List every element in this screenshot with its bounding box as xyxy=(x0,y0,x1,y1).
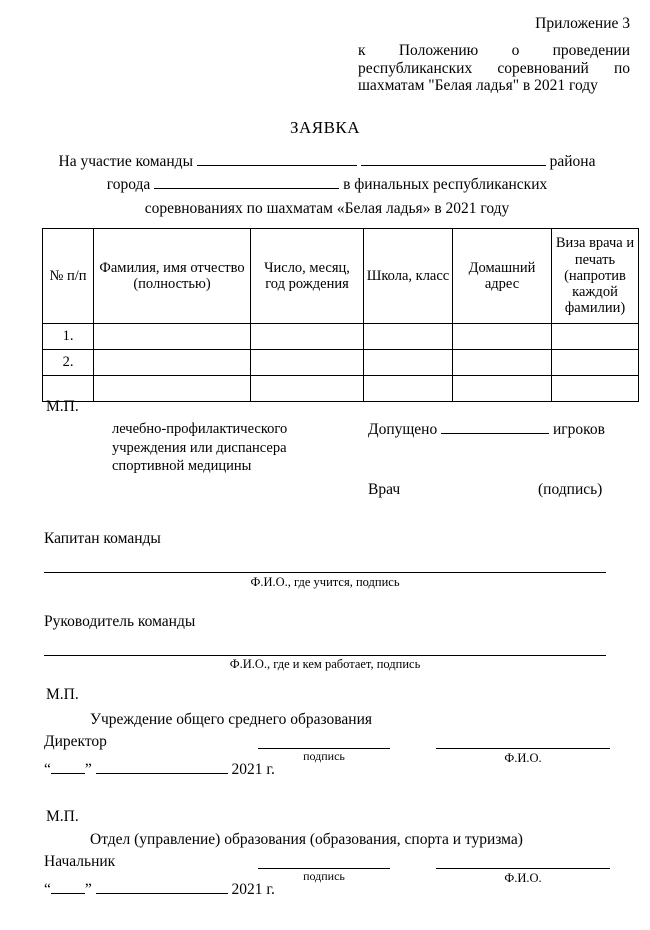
admitted-count-blank[interactable] xyxy=(441,433,549,434)
school-organization-label: Учреждение общего среднего образования xyxy=(90,711,372,728)
header-block xyxy=(358,14,630,95)
cell-fullname[interactable] xyxy=(94,350,251,376)
captain-label: Капитан команды xyxy=(44,530,161,547)
intro-city-label: города xyxy=(106,176,151,194)
intro-team-label: На участие команды xyxy=(58,153,193,170)
month-blank[interactable] xyxy=(96,893,228,894)
school-stamp-label: М.П. xyxy=(46,686,79,703)
table-row[interactable] xyxy=(43,324,639,350)
quote-open: “ xyxy=(44,761,51,778)
participants-table xyxy=(42,228,639,402)
team-name-blank[interactable] xyxy=(197,165,357,166)
director-signature-caption: подпись xyxy=(303,749,345,763)
cell-school[interactable] xyxy=(364,324,453,350)
intro-district-label: района xyxy=(549,153,596,170)
district-blank[interactable] xyxy=(361,165,546,166)
medical-stamp-label: М.П. xyxy=(46,398,79,415)
captain-signature-rule[interactable] xyxy=(44,572,606,573)
director-fio-caption: Ф.И.О. xyxy=(504,751,542,765)
quote-close: ” xyxy=(84,881,92,898)
chief-label: Начальник xyxy=(44,853,116,870)
director-label: Директор xyxy=(44,733,107,750)
month-blank[interactable] xyxy=(96,773,228,774)
admitted-row xyxy=(368,421,605,439)
intro-line-3: соревнованиях по шахматам «Белая ладья» в 2021 году xyxy=(144,199,510,217)
column-header-birthdate: Число, месяц, год рождения xyxy=(251,229,364,324)
school-date-line xyxy=(44,761,275,779)
year-label: 2021 г. xyxy=(231,881,275,898)
cell-fullname[interactable] xyxy=(94,376,251,402)
quote-close: ” xyxy=(84,761,92,778)
director-fio-rule[interactable] xyxy=(436,748,610,749)
intro-final-label: в финальных республиканских xyxy=(343,176,548,194)
cell-school[interactable] xyxy=(364,376,453,402)
quote-open: “ xyxy=(44,881,51,898)
table-header-row xyxy=(43,229,639,324)
cell-visa[interactable] xyxy=(552,350,639,376)
admitted-label: Допущено xyxy=(368,421,438,438)
cell-birthdate[interactable] xyxy=(251,350,364,376)
year-label: 2021 г. xyxy=(231,761,275,778)
players-label: игроков xyxy=(552,421,605,438)
appendix-number: Приложение 3 xyxy=(535,15,630,32)
cell-visa[interactable] xyxy=(552,324,639,350)
doctor-label: Врач xyxy=(368,481,401,498)
cell-fullname[interactable] xyxy=(94,324,251,350)
cell-school[interactable] xyxy=(364,350,453,376)
doctor-row xyxy=(368,481,603,499)
medical-institution-text: лечебно-профилактического учреждения или диспансера спортивной медицины xyxy=(112,421,288,475)
cell-index: 2. xyxy=(43,350,94,376)
table-row[interactable] xyxy=(43,350,639,376)
cell-birthdate[interactable] xyxy=(251,324,364,350)
column-header-address: Домашний адрес xyxy=(453,229,552,324)
department-date-line xyxy=(44,881,275,899)
column-header-visa: Виза врача и печать (напротив каждой фамилии) xyxy=(552,229,639,324)
column-header-fullname: Фамилия, имя отчество (полностью) xyxy=(94,229,251,324)
day-blank[interactable] xyxy=(51,773,85,774)
day-blank[interactable] xyxy=(51,893,85,894)
captain-signature-caption: Ф.И.О., где учится, подпись xyxy=(250,575,400,589)
intro-line-1 xyxy=(42,150,612,173)
cell-birthdate[interactable] xyxy=(251,376,364,402)
leader-label: Руководитель команды xyxy=(44,613,196,630)
cell-index: 1. xyxy=(43,324,94,350)
city-blank[interactable] xyxy=(154,188,339,189)
table-row[interactable] xyxy=(43,376,639,402)
cell-visa[interactable] xyxy=(552,376,639,402)
intro-line-2 xyxy=(42,173,612,196)
column-header-school: Школа, класс xyxy=(364,229,453,324)
leader-signature-caption: Ф.И.О., где и кем работает, подпись xyxy=(229,657,421,671)
cell-address[interactable] xyxy=(453,324,552,350)
cell-address[interactable] xyxy=(453,376,552,402)
page-title: ЗАЯВКА xyxy=(289,118,361,137)
column-header-number: № п/п xyxy=(43,229,94,324)
department-stamp-label: М.П. xyxy=(46,808,79,825)
cell-address[interactable] xyxy=(453,350,552,376)
department-organization-label: Отдел (управление) образования (образования, спорта и туризма) xyxy=(90,831,523,848)
leader-signature-rule[interactable] xyxy=(44,655,606,656)
chief-signature-caption: подпись xyxy=(303,869,345,883)
appendix-reference: к Положению о проведении республиканских соревнований по шахматам "Белая ладья" в 2021 году xyxy=(358,42,630,95)
intro-block xyxy=(42,150,612,220)
chief-fio-rule[interactable] xyxy=(436,868,610,869)
doctor-signature-caption: (подпись) xyxy=(538,481,603,498)
chief-fio-caption: Ф.И.О. xyxy=(504,871,542,885)
